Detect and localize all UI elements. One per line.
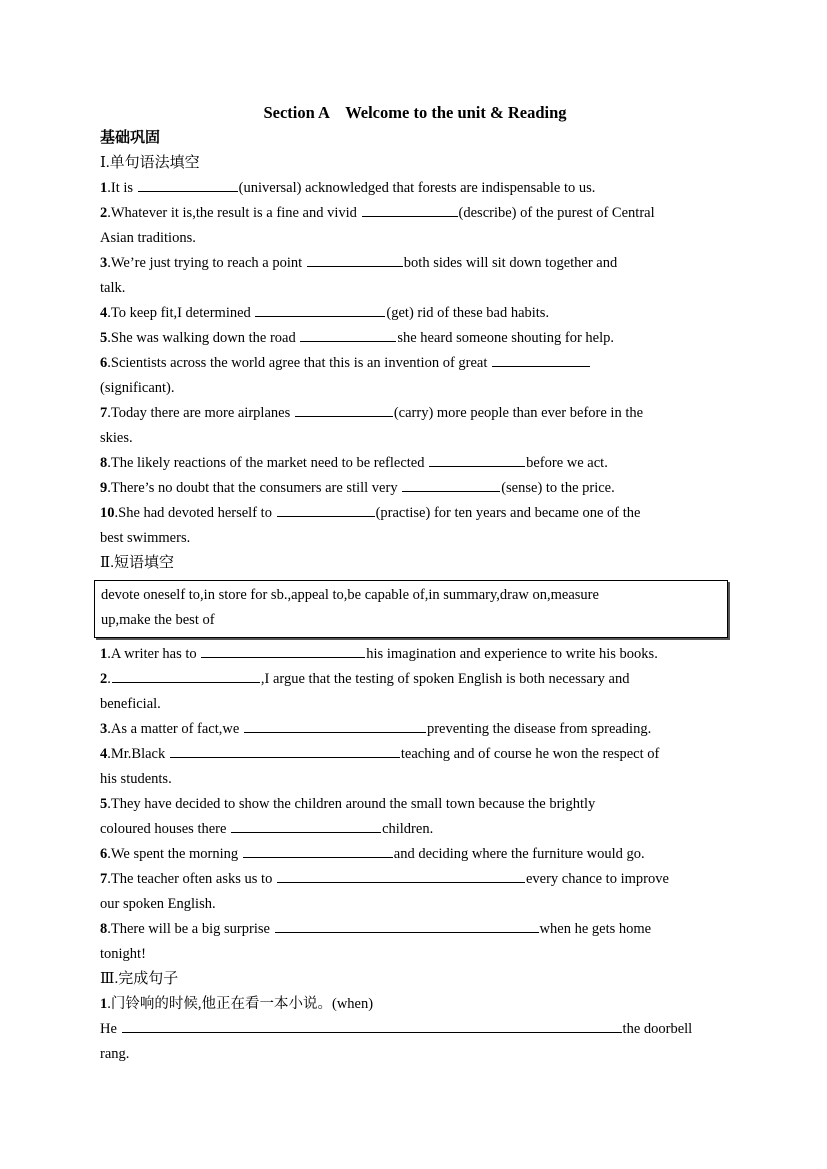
answer-blank[interactable] (255, 301, 385, 317)
question-number: 1 (100, 646, 108, 662)
answer-start: He (100, 1021, 121, 1037)
question-number: 5 (100, 796, 108, 812)
answer-blank[interactable] (362, 201, 458, 217)
answer-blank[interactable] (492, 351, 590, 367)
question-2-1: 1.A writer has to his imagination and experience to write his books. (100, 642, 730, 667)
section-1-label: Ⅰ.单句语法填空 (100, 155, 200, 171)
answer-line (100, 1017, 730, 1042)
question-text: Whatever it is,the result is a fine and vivid (110, 205, 361, 221)
question-continuation: tonight! (100, 946, 146, 962)
question-text: (get) rid of these bad habits. (386, 305, 550, 321)
question-prompt: 门铃响的时候,他正在看一本小说。(when) (110, 996, 374, 1012)
phrase-bank-line: devote oneself to,in store for sb.,appeal to,be capable of,in summary,draw on,measure (101, 587, 599, 603)
question-2-4: 4.Mr.Black teaching and of course he won the respect of (100, 742, 730, 767)
answer-blank[interactable] (277, 501, 375, 517)
question-text: both sides will sit down together and (403, 255, 618, 271)
question-1-1: 1.It is (universal) acknowledged that forests are indispensable to us. (100, 176, 730, 201)
question-text: There’s no doubt that the consumers are still very (110, 480, 402, 496)
question-1-2: 2.Whatever it is,the result is a fine and vivid (describe) of the purest of Central (100, 201, 730, 226)
answer-blank[interactable] (201, 642, 365, 658)
answer-blank[interactable] (112, 667, 260, 683)
question-3-1: 1.门铃响的时候,他正在看一本小说。(when) (100, 996, 374, 1012)
question-2-2: 2. ,I argue that the testing of spoken English is both necessary and (100, 667, 730, 692)
page-title: Section A Welcome to the unit & Reading (263, 103, 567, 122)
question-number: 7 (100, 871, 108, 887)
phrase-bank-box (94, 580, 728, 638)
question-continuation: best swimmers. (100, 530, 191, 546)
answer-blank[interactable] (307, 251, 403, 267)
answer-blank[interactable] (170, 742, 400, 758)
question-text: They have decided to show the children around the small town because the brightly (110, 796, 596, 812)
question-text: Scientists across the world agree that this is an invention of great (110, 355, 492, 371)
question-text: his imagination and experience to write his books. (366, 646, 658, 662)
question-text: every chance to improve (525, 871, 669, 887)
question-2-3: 3.As a matter of fact,we preventing the disease from spreading. (100, 717, 730, 742)
answer-blank[interactable] (243, 842, 393, 858)
question-number: 3 (100, 255, 108, 271)
question-number: 8 (100, 921, 108, 937)
question-number: 6 (100, 846, 108, 862)
question-text: The likely reactions of the market need to be reflected (110, 455, 429, 471)
question-text: She had devoted herself to (118, 505, 276, 521)
question-continuation: our spoken English. (100, 896, 216, 912)
question-text: To keep fit,I determined (110, 305, 255, 321)
question-2-8: 8.There will be a big surprise when he gets home (100, 917, 730, 942)
section-heading: 基础巩固 (100, 130, 161, 146)
question-number: 8 (100, 455, 108, 471)
section-2-label: Ⅱ.短语填空 (100, 555, 174, 571)
question-number: 7 (100, 405, 108, 421)
question-text: (sense) to the price. (501, 480, 615, 496)
question-1-9: 9.There’s no doubt that the consumers are still very (sense) to the price. (100, 476, 730, 501)
question-text: preventing the disease from spreading. (426, 721, 652, 737)
question-text: There will be a big surprise (110, 921, 274, 937)
answer-blank[interactable] (300, 326, 396, 342)
question-number: 2 (100, 671, 108, 687)
question-number: 6 (100, 355, 108, 371)
question-text: As a matter of fact,we (110, 721, 243, 737)
question-text: (practise) for ten years and became one of the (375, 505, 641, 521)
question-number: 2 (100, 205, 108, 221)
answer-blank[interactable] (277, 867, 525, 883)
question-continuation: skies. (100, 430, 133, 446)
question-text: We’re just trying to reach a point (110, 255, 306, 271)
question-text: when he gets home (539, 921, 652, 937)
question-text: before we act. (526, 455, 608, 471)
question-continuation: (significant). (100, 380, 175, 396)
question-continuation: talk. (100, 280, 126, 296)
answer-blank[interactable] (122, 1017, 622, 1033)
question-2-7: 7.The teacher often asks us to every chance to improve (100, 867, 730, 892)
question-2-6: 6.We spent the morning and deciding where the furniture would go. (100, 842, 730, 867)
question-text: Mr.Black (110, 746, 169, 762)
question-number: 4 (100, 746, 108, 762)
question-continuation: rang. (100, 1046, 130, 1062)
question-number: 1 (100, 996, 108, 1012)
question-1-7: 7.Today there are more airplanes (carry) more people than ever before in the (100, 401, 730, 426)
phrase-bank-line: up,make the best of (101, 612, 215, 628)
answer-blank[interactable] (295, 401, 393, 417)
question-continuation: Asian traditions. (100, 230, 196, 246)
question-text: (carry) more people than ever before in the (393, 405, 644, 421)
answer-blank[interactable] (429, 451, 525, 467)
answer-blank[interactable] (231, 817, 381, 833)
question-1-10: 10.She had devoted herself to (practise) for ten years and became one of the (100, 501, 730, 526)
question-continuation: his students. (100, 771, 172, 787)
question-1-6: 6.Scientists across the world agree that this is an invention of great (100, 351, 730, 376)
question-text: coloured houses there (100, 821, 231, 837)
answer-end: the doorbell (622, 1021, 693, 1037)
question-2-5: 5.They have decided to show the children around the small town because the brightly (100, 796, 596, 812)
question-continuation (100, 817, 730, 842)
question-text: She was walking down the road (110, 330, 300, 346)
question-text: ,I argue that the testing of spoken English is both necessary and (260, 671, 630, 687)
question-text: It is (110, 180, 137, 196)
question-1-8: 8.The likely reactions of the market need to be reflected before we act. (100, 451, 730, 476)
question-text: she heard someone shouting for help. (397, 330, 614, 346)
answer-blank[interactable] (402, 476, 500, 492)
answer-blank[interactable] (138, 176, 238, 192)
question-number: 4 (100, 305, 108, 321)
question-text: (describe) of the purest of Central (458, 205, 655, 221)
question-continuation: beneficial. (100, 696, 161, 712)
question-text: We spent the morning (110, 846, 242, 862)
question-1-4: 4.To keep fit,I determined (get) rid of these bad habits. (100, 301, 730, 326)
question-1-3: 3.We’re just trying to reach a point both sides will sit down together and (100, 251, 730, 276)
question-number: 5 (100, 330, 108, 346)
question-text: and deciding where the furniture would go. (393, 846, 645, 862)
worksheet (100, 100, 730, 1067)
question-text: children. (382, 821, 434, 837)
question-text: A writer has to (110, 646, 201, 662)
question-text: (universal) acknowledged that forests are indispensable to us. (238, 180, 596, 196)
question-text: teaching and of course he won the respect of (400, 746, 660, 762)
question-1-5: 5.She was walking down the road she heard someone shouting for help. (100, 326, 730, 351)
question-number: 9 (100, 480, 108, 496)
question-text: Today there are more airplanes (110, 405, 294, 421)
question-text: The teacher often asks us to (110, 871, 276, 887)
question-number: 1 (100, 180, 108, 196)
answer-blank[interactable] (275, 917, 539, 933)
section-3-label: Ⅲ.完成句子 (100, 971, 179, 987)
answer-blank[interactable] (244, 717, 426, 733)
question-number: 10 (100, 505, 115, 521)
question-number: 3 (100, 721, 108, 737)
